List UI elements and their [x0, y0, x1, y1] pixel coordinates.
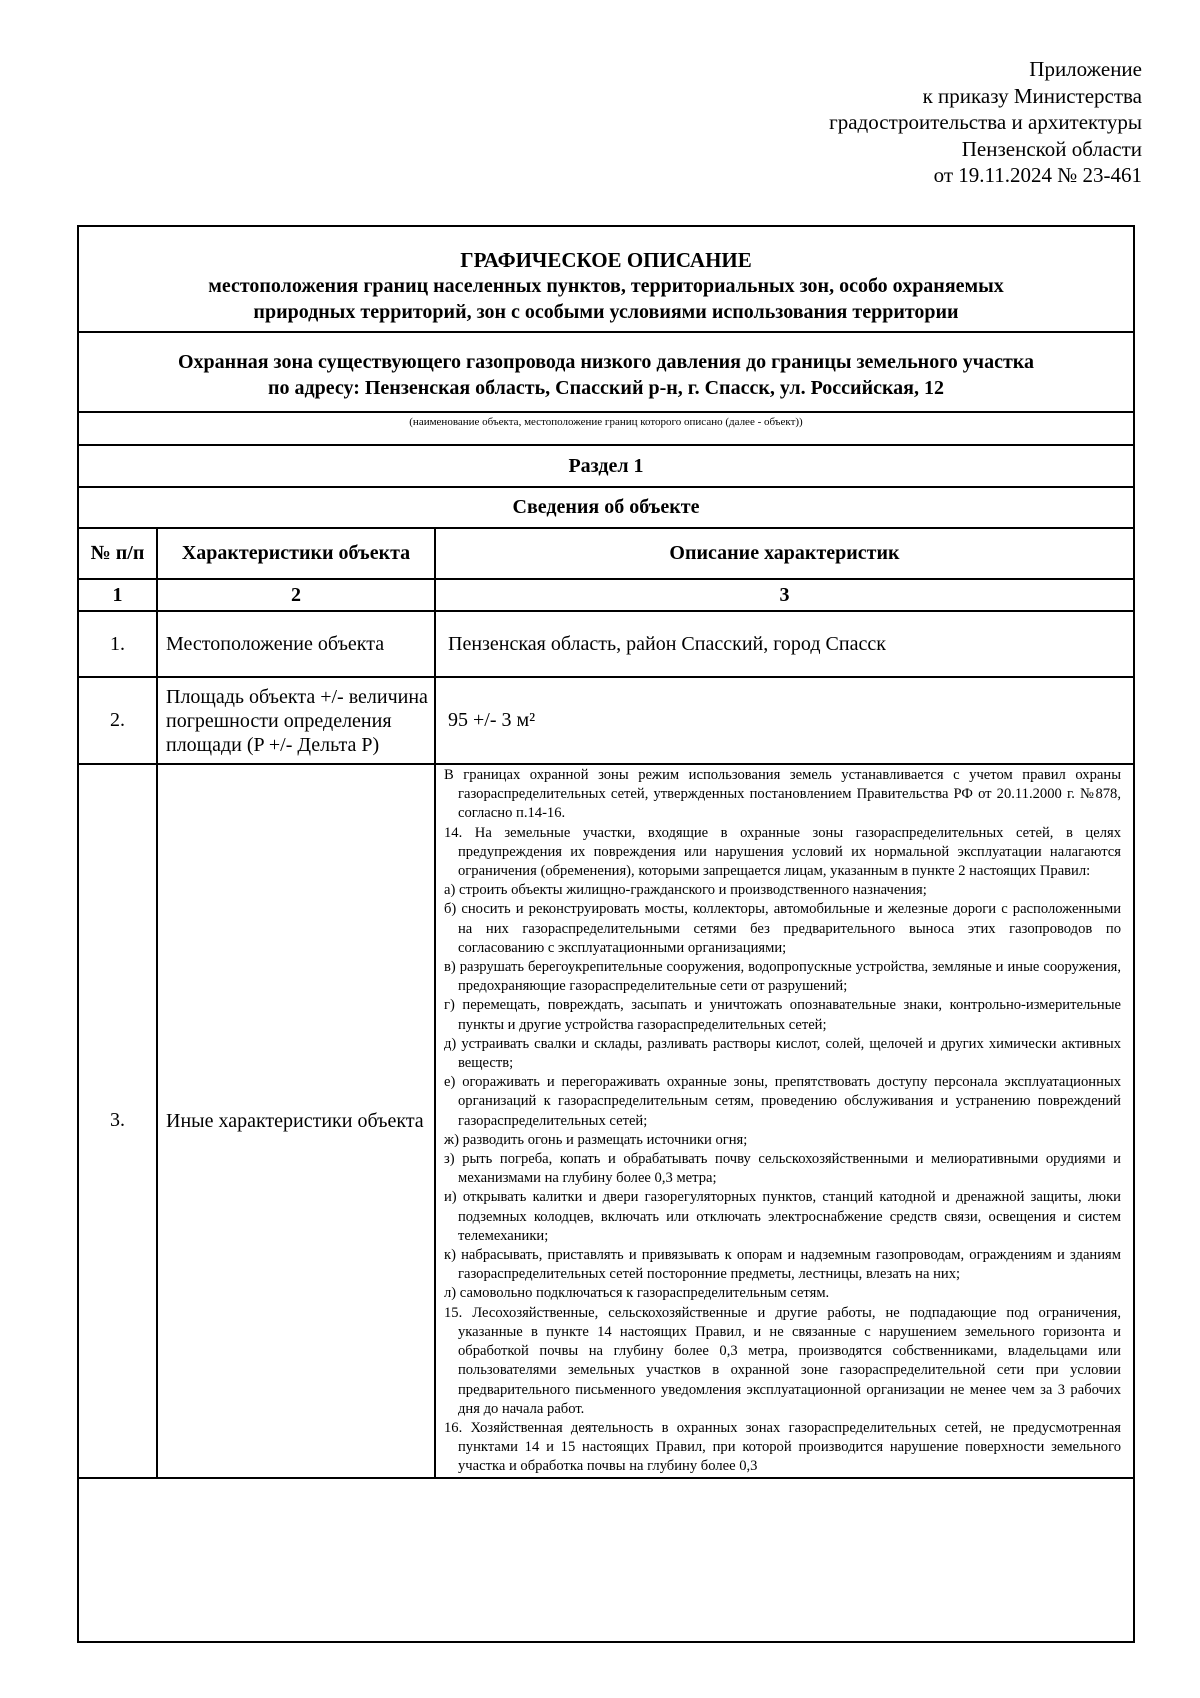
column-header: Характеристики объекта: [157, 529, 435, 579]
paragraph: 14. На земельные участки, входящие в охранные зоны газораспределительных сетей, в целях предупреждения их повреждения или нарушения условий их нормальной эксплуатации налагаются ограничения (обременения), которыми запрещается лицам, указанным в пункте 2 настоящих Правил:: [444, 824, 1121, 880]
column-header: № п/п: [79, 529, 157, 579]
paragraph: а) строить объекты жилищно-гражданского и производственного назначения;: [444, 882, 927, 899]
header-line: градостроительства и архитектуры: [829, 110, 1142, 134]
column-header: Описание характеристик: [435, 529, 1133, 579]
paragraph: 15. Лесохозяйственные, сельскохозяйственные и другие работы, не подпадающие под ограничения, указанные в пункте 14 настоящих Правил, и не связанные с нарушением земельного горизонта и обработкой почвы на глубину более 0,3 метра, производятся собственниками, владельцами или пользователями земельных участков в охранной зоне газораспределительной сети при условии предварительного письменного уведомления эксплуатационной организации не менее чем за 3 рабочих дня до начала работ.: [444, 1304, 1121, 1417]
paragraph: б) сносить и реконструировать мосты, коллекторы, автомобильные и железные дороги с расположенными на них газораспределительными сетями без предварительного выноса этих газопроводов по согласованию с эксплуатационными организациями;: [444, 901, 1121, 956]
row-number: 2.: [79, 677, 157, 764]
row-description: 95 +/- 3 м²: [435, 677, 1133, 764]
document-title: ГРАФИЧЕСКОЕ ОПИСАНИЕ: [460, 248, 752, 272]
paragraph: и) открывать калитки и двери газорегуляторных пунктов, станций катодной и дренажной защиты, люки подземных колодцев, включать или отключать электроснабжение средств связи, освещения и систем телемеханики;: [444, 1189, 1121, 1244]
paragraph: г) перемещать, повреждать, засыпать и уничтожать опознавательные знаки, контрольно-измерительные пункты и другие устройства газораспределительных сетей;: [444, 997, 1121, 1033]
document-title-block: [79, 227, 1133, 333]
column-number: 2: [157, 579, 435, 611]
header-line: Пензенской области: [961, 136, 1142, 161]
document-subtitle-line: местоположения границ населенных пунктов, территориальных зон, особо охраняемых: [208, 275, 1004, 297]
document-frame: [77, 225, 1135, 1643]
paragraph: л) самовольно подключаться к газораспределительным сетям.: [444, 1285, 830, 1302]
document-subtitle-line: природных территорий, зон с особыми условиями использования территории: [253, 301, 959, 323]
paragraph: ж) разводить огонь и размещать источники огня;: [444, 1131, 748, 1148]
header-line: от 19.11.2024 № 23-461: [933, 163, 1142, 187]
paragraph: в) разрушать берегоукрепительные сооружения, водопропускные устройства, земляные и иные сооружения, предохраняющие газораспределительные сети от разрушений;: [444, 959, 1121, 995]
column-number: 1: [79, 579, 157, 611]
section-title: Раздел 1: [79, 446, 1133, 488]
table-row: [79, 677, 1133, 764]
row-description-text: [435, 764, 1133, 1478]
paragraph: з) рыть погреба, копать и обрабатывать почву сельскохозяйственными и мелиоративными орудиями и механизмами на глубину более 0,3 метра;: [444, 1151, 1121, 1187]
paragraph: е) огораживать и перегораживать охранные зоны, препятствовать доступу персонала эксплуатационных организаций к газораспределительным сетям, проведению обслуживания и устранению повреждений газораспределительных сетей;: [444, 1074, 1121, 1129]
table-row: [79, 764, 1133, 1478]
object-name-line: по адресу: Пензенская область, Спасский р-н, г. Спасск, ул. Российская, 12: [267, 377, 945, 399]
header-line: Приложение: [1029, 57, 1142, 81]
section-subtitle: Сведения об объекте: [79, 488, 1133, 529]
table-header-row: [79, 529, 1133, 579]
object-name-line: Охранная зона существующего газопровода низкого давления до границы земельного участка: [178, 351, 1034, 373]
object-name-block: [79, 333, 1133, 413]
row-number: 3.: [79, 764, 157, 1478]
header-line: к приказу Министерства: [922, 83, 1142, 108]
paragraph: к) набрасывать, приставлять и привязывать к опорам и надземным газопроводам, ограждениям и зданиям газораспределительных сетей посторонние предметы, лестницы, влезать на них;: [444, 1247, 1121, 1283]
row-characteristic: Иные характеристики объекта: [157, 764, 435, 1478]
paragraph: В границах охранной зоны режим использования земель устанавливается с учетом правил охраны газораспределительных сетей, утвержденных постановлением Правительства РФ от 20.11.2000 г. №878, согласно п.14-16.: [444, 767, 1121, 822]
row-characteristic: Площадь объекта +/- величина погрешности определения площади (P +/- Дельта P): [157, 677, 435, 764]
object-info-table: [79, 529, 1133, 1479]
row-number: 1.: [79, 611, 157, 677]
column-number-row: [79, 579, 1133, 611]
bottom-border: [77, 1641, 1135, 1643]
row-characteristic: Местоположение объекта: [157, 611, 435, 677]
table-row: [79, 611, 1133, 677]
row-description: Пензенская область, район Спасский, город Спасск: [435, 611, 1133, 677]
paragraph: д) устраивать свалки и склады, разливать растворы кислот, солей, щелочей и других химически активных веществ;: [444, 1035, 1121, 1072]
object-caption: (наименование объекта, местоположение границ которого описано (далее - объект)): [79, 413, 1133, 446]
column-number: 3: [435, 579, 1133, 611]
paragraph: 16. Хозяйственная деятельность в охранных зонах газораспределительных сетей, не предусмотренная пунктами 14 и 15 настоящих Правил, при которой производится нарушение поверхности земельного участка и обработка почвы на глубину более 0,3: [444, 1419, 1121, 1475]
document-header: [829, 56, 1142, 189]
